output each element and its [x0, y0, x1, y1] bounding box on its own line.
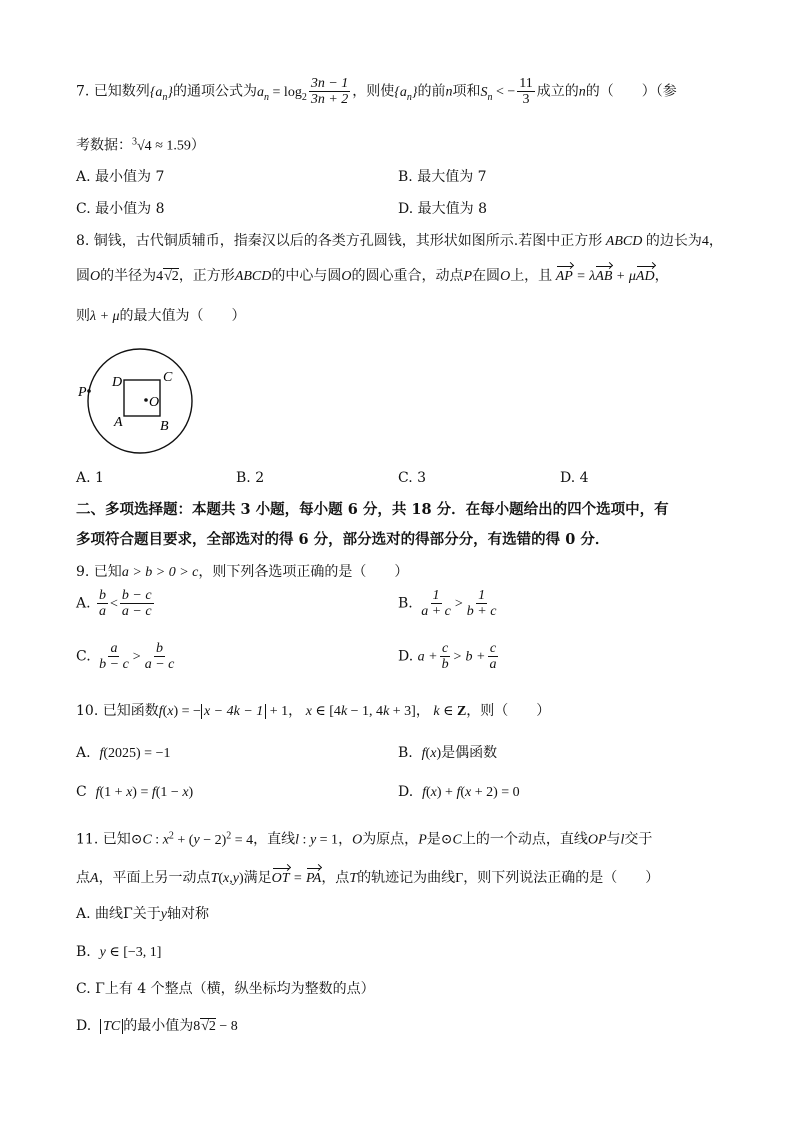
- q11-line1: 11. 已知⊙C : $x^2 + (y - 2)^2 = 4$，直线l : y = 1，O为原点，P是⊙C上的一个动点，直线OP与l交于: [76, 830, 653, 848]
- q10-option-b: B. f(x)是偶函数: [398, 745, 498, 761]
- q7-line1: 7. 已知数列$\{a_n\}$的通项公式为$a_n = \log_2$ $\frac{3n - 1}{3n + 2}$ ，则使$\{a_n\}$的前n项和$S_n$ < − $\frac{11}{3}$ 成立的n的（ ）（参: [76, 76, 677, 107]
- label-b: B: [160, 419, 169, 434]
- coin-figure: [70, 340, 210, 462]
- q7-fraction2: $\frac{11}{3}$: [519, 76, 533, 107]
- q8-option-a: A. 1: [76, 470, 104, 486]
- outer-circle: [88, 349, 192, 453]
- q11-option-b: B. y ∈ [−3, 1]: [76, 944, 162, 960]
- q8-line2: 圆O的半径为4√2，正方形ABCD的中心与圆O的圆心重合，动点P在圆O上，且 AP = λAB + μAD，: [76, 266, 669, 287]
- label-d: D: [112, 375, 123, 390]
- section2-line1: 二、多项选择题：本题共 3 小题，每小题 6 分，共 18 分．在每小题给出的四个选项中，有: [76, 501, 669, 518]
- q9-stem: 9. 已知a > b > 0 > c，则下列各选项正确的是（ ）: [76, 564, 409, 580]
- q10-option-d: D. f(x) + f(x + 2) = 0: [398, 784, 520, 800]
- label-o: O: [149, 395, 160, 410]
- q7-option-a: A. 最小值为 7: [76, 169, 165, 185]
- q7-option-c: C. 最小值为 8: [76, 201, 165, 217]
- q9-option-d: D. a + $\frac{c}{b}$ > b + $\frac{c}{a}$: [398, 641, 497, 672]
- q8-option-c: C. 3: [398, 470, 427, 486]
- q7-fraction: $\frac{3n - 1}{3n + 2}$: [310, 76, 349, 107]
- q7-line2: 考数据：$^3$√4 ≈ 1.59）: [76, 136, 205, 154]
- q9-option-a: A. $\frac{b}{a}$ < $\frac{b - c}{a - c}$: [76, 588, 152, 619]
- center-point: [144, 398, 148, 402]
- q8-option-b: B. 2: [236, 470, 265, 486]
- q10-stem: 10. 已知函数f(x) = − x − 4k − 1 + 1， x ∈ [4k − 1, 4k + 3]， k ∈ Z，则（ ）: [76, 703, 551, 719]
- q11-option-a: A. 曲线Γ关于y轴对称: [76, 906, 209, 922]
- q7-option-b: B. 最大值为 7: [398, 169, 487, 185]
- label-a: A: [114, 415, 123, 430]
- label-c: C: [163, 370, 173, 385]
- q11-line2: 点A，平面上另一动点T(x,y)满足OT = PA，点T的轨迹记为曲线Γ，则下列说法正确的是（ ）: [76, 868, 659, 889]
- point-p: [87, 389, 91, 393]
- q9-option-b: B. $\frac{1}{a + c}$ > $\frac{1}{b + c}$: [398, 588, 497, 619]
- q11-option-c: C. Γ上有 4 个整点（横，纵坐标均为整数的点）: [76, 981, 375, 997]
- q7-text: 的通项公式为: [173, 83, 258, 100]
- q11-option-d: D. TC 的最小值为8√2 − 8: [76, 1018, 238, 1034]
- q9-option-c: C. $\frac{a}{b - c}$ > $\frac{b}{a - c}$: [76, 641, 175, 672]
- q8-option-d: D. 4: [560, 470, 589, 486]
- q10-option-c: C f(1 + x) = f(1 − x): [76, 784, 194, 800]
- q7-option-d: D. 最大值为 8: [398, 201, 487, 217]
- label-p: P: [78, 385, 87, 400]
- q10-option-a: A. f(2025) = −1: [76, 745, 171, 761]
- q8-line1: 8. 铜钱，古代铜质辅币，指秦汉以后的各类方孔圆钱，其形状如图所示.若图中正方形 ABCD 的边长为4，: [76, 233, 723, 249]
- q7-prefix: 7. 已知数列: [76, 83, 150, 100]
- q8-line3: 则λ + μ的最大值为（ ）: [76, 308, 246, 324]
- section2-line2: 多项符合题目要求，全部选对的得 6 分，部分选对的得部分分，有选错的得 0 分．: [76, 531, 610, 548]
